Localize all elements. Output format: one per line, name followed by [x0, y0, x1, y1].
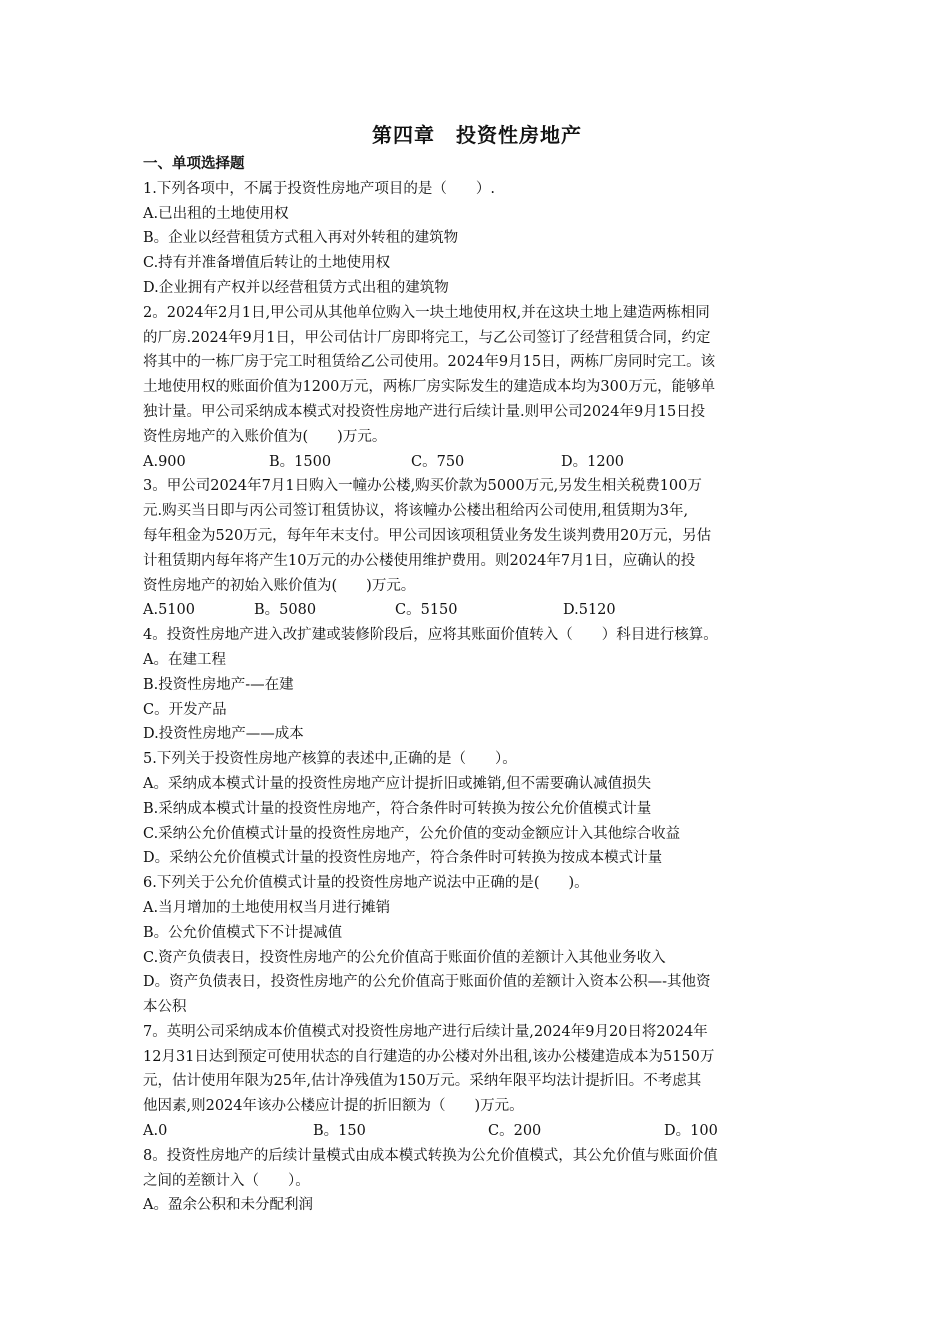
question-1-stem: 1.下列各项中，不属于投资性房地产项目的是（ ）. — [143, 180, 495, 197]
question-1-option-c: C.持有并准备增值后转让的土地使用权 — [143, 255, 391, 272]
question-3-stem-line: 元.购买当日即与丙公司签订租赁协议，将该幢办公楼出租给丙公司使用,租赁期为3年, — [143, 503, 689, 520]
question-2-stem-line: 的厂房.2024年9月1日，甲公司估计厂房即将完工，与乙公司签订了经营租赁合同，约定 — [143, 329, 711, 346]
question-2-option-a: A.900 — [143, 453, 186, 470]
question-5 — [143, 747, 811, 871]
question-3-stem-line: 每年租金为520万元，每年年末支付。甲公司因该项租赁业务发生谈判费用20万元，另估 — [143, 527, 712, 544]
question-5-option-b: B.采纳成本模式计量的投资性房地产，符合条件时可转换为按公允价值模式计量 — [143, 800, 652, 817]
question-2-option-b: B。1500 — [269, 453, 332, 470]
question-1-option-b: B。企业以经营租赁方式租入再对外转租的建筑物 — [143, 230, 459, 247]
question-7-option-c: C。200 — [488, 1123, 542, 1140]
question-5-option-c: C.采纳公允价值模式计量的投资性房地产，公允价值的变动金额应计入其他综合收益 — [143, 825, 681, 842]
question-7 — [143, 1020, 811, 1144]
question-5-option-a: A。采纳成本模式计量的投资性房地产应计提折旧或摊销,但不需要确认减值损失 — [143, 775, 652, 792]
question-8-stem-line: 之间的差额计入（ ）。 — [143, 1172, 310, 1189]
question-2-option-c: C。750 — [411, 453, 465, 470]
question-2 — [143, 301, 811, 475]
question-6 — [143, 871, 811, 1020]
question-6-option-b: B。公允价值模式下不计提减值 — [143, 924, 343, 941]
chapter-title: 第四章 投资性房地产 — [372, 123, 582, 147]
question-7-stem-line: 12月31日达到预定可使用状态的自行建造的办公楼对外出租,该办公楼建造成本为5150万 — [143, 1048, 715, 1065]
question-3-stem-line: 计租赁期内每年将产生10万元的办公楼使用维护费用。则2024年7月1日，应确认的投 — [143, 552, 696, 569]
question-7-options — [143, 1119, 811, 1144]
question-6-option-c: C.资产负债表日，投资性房地产的公允价值高于账面价值的差额计入其他业务收入 — [143, 949, 666, 966]
question-2-option-d: D。1200 — [561, 453, 625, 470]
question-4-option-d: D.投资性房地产——成本 — [143, 726, 304, 743]
question-4-option-b: B.投资性房地产-—在建 — [143, 676, 294, 693]
question-8 — [143, 1144, 811, 1218]
question-3-option-d: D.5120 — [563, 602, 616, 619]
question-4 — [143, 623, 811, 747]
question-7-stem-line: 7。英明公司采纳成本价值模式对投资性房地产进行后续计量,2024年9月20日将2024年 — [143, 1023, 708, 1040]
question-6-option-a: A.当月增加的土地使用权当月进行摊销 — [143, 899, 391, 916]
question-3-option-a: A.5100 — [143, 602, 195, 619]
question-3-stem-line: 3。甲公司2024年7月1日购入一幢办公楼,购买价款为5000万元,另发生相关税费100万 — [143, 478, 702, 495]
question-6-option-d-continued: 本公积 — [143, 999, 187, 1016]
question-3-stem-line: 资性房地产的初始入账价值为( )万元。 — [143, 577, 416, 594]
question-8-option-a: A。盈余公积和未分配利润 — [143, 1197, 313, 1214]
question-4-option-c: C。开发产品 — [143, 701, 227, 718]
question-3-option-c: C。5150 — [395, 602, 458, 619]
question-6-stem: 6.下列关于公允价值模式计量的投资性房地产说法中正确的是( )。 — [143, 875, 589, 892]
question-7-stem-line: 元，估计使用年限为25年,估计净残值为150万元。采纳年限平均法计提折旧。不考虑其 — [143, 1073, 702, 1090]
question-6-option-d: D。资产负债表日，投资性房地产的公允价值高于账面价值的差额计入资本公积—-其他资 — [143, 974, 711, 991]
question-2-stem-line: 资性房地产的入账价值为( )万元。 — [143, 428, 387, 445]
question-8-stem-line: 8。投资性房地产的后续计量模式由成本模式转换为公允价值模式，其公允价值与账面价值 — [143, 1147, 718, 1164]
question-4-option-a: A。在建工程 — [143, 651, 226, 668]
question-7-option-d: D。100 — [664, 1123, 718, 1140]
question-3-option-b: B。5080 — [254, 602, 317, 619]
question-2-stem-line: 土地使用权的账面价值为1200万元，两栋厂房实际发生的建造成本均为300万元，能够单 — [143, 379, 716, 396]
question-3-options — [143, 598, 811, 623]
section-heading: 一、单项选择题 — [143, 156, 245, 172]
question-4-stem: 4。投资性房地产进入改扩建或装修阶段后，应将其账面价值转入（ ）科目进行核算。 — [143, 627, 718, 644]
question-7-option-a: A.0 — [143, 1123, 168, 1140]
question-5-option-d: D。采纳公允价值模式计量的投资性房地产，符合条件时可转换为按成本模式计量 — [143, 850, 663, 867]
question-3 — [143, 474, 811, 623]
question-2-stem-line: 将其中的一栋厂房于完工时租赁给乙公司使用。2024年9月15日，两栋厂房同时完工。该 — [143, 354, 716, 371]
question-1 — [143, 177, 811, 301]
question-1-option-d: D.企业拥有产权并以经营租赁方式出租的建筑物 — [143, 279, 449, 296]
question-2-stem-line: 2。2024年2月1日,甲公司从其他单位购入一块土地使用权,并在这块土地上建造两栋相同 — [143, 304, 710, 321]
question-1-option-a: A.已出租的土地使用权 — [143, 205, 289, 222]
document-page — [143, 118, 811, 1218]
question-2-stem-line: 独计量。甲公司采纳成本模式对投资性房地产进行后续计量.则甲公司2024年9月15日投 — [143, 403, 706, 420]
question-7-stem-line: 他因素,则2024年该办公楼应计提的折旧额为（ )万元。 — [143, 1098, 524, 1115]
question-2-options — [143, 450, 811, 475]
question-7-option-b: B。150 — [313, 1123, 366, 1140]
question-5-stem: 5.下列关于投资性房地产核算的表述中,正确的是（ ）。 — [143, 751, 517, 768]
